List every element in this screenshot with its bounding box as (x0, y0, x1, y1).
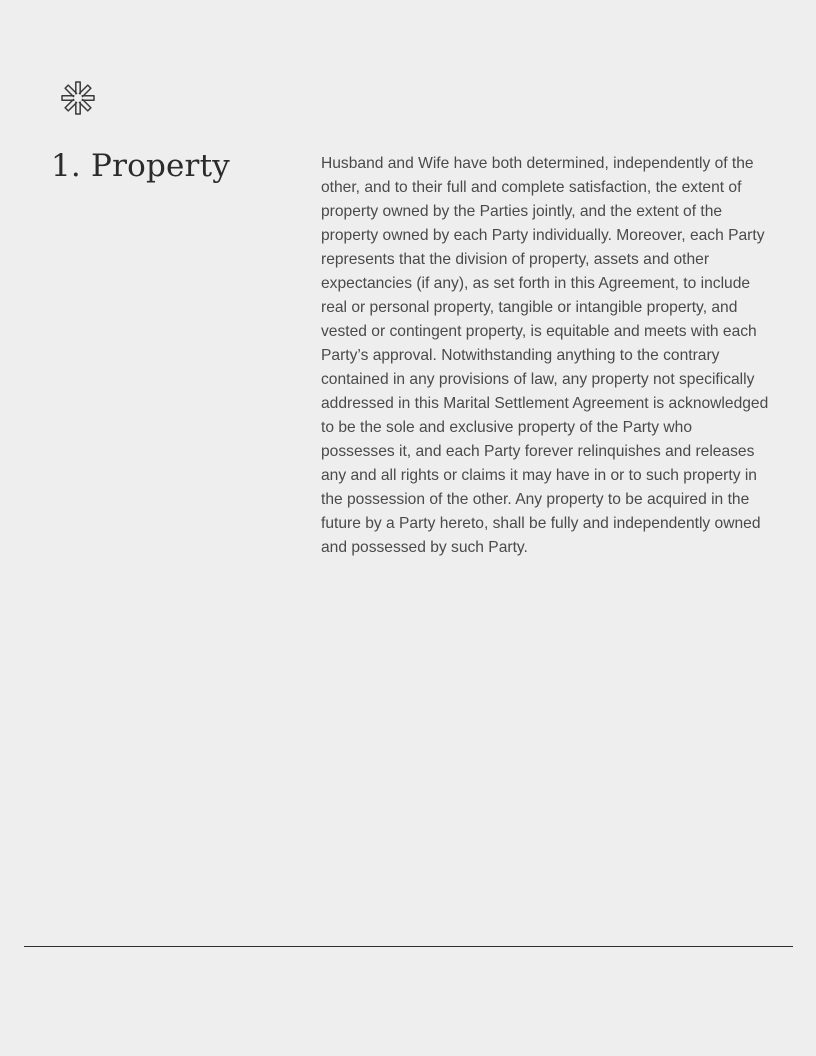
asterisk-logo-icon (58, 78, 98, 118)
footer-divider (24, 946, 793, 947)
section-body-text: Husband and Wife have both determined, independently of the other, and to their full and complete satisfaction, the extent of property owned by the Parties jointly, and the extent of the property owned by each Party individually. Moreover, each Party represents that the division of property, assets and other expectancies (if any), as set forth in this Agreement, to include real or personal property, tangible or intangible property, and vested or contingent property, is equitable and meets with each Party’s approval. Notwithstanding anything to the contrary contained in any provisions of law, any property not specifically addressed in this Marital Settlement Agreement is acknowledged to be the sole and exclusive property of the Party who possesses it, and each Party forever relinquishes and releases any and all rights or claims it may have in or to such property in the possession of the other. Any property to be acquired in the future by a Party hereto, shall be fully and independently owned and possessed by such Party. (321, 155, 769, 556)
section-title: 1. Property (51, 148, 230, 184)
